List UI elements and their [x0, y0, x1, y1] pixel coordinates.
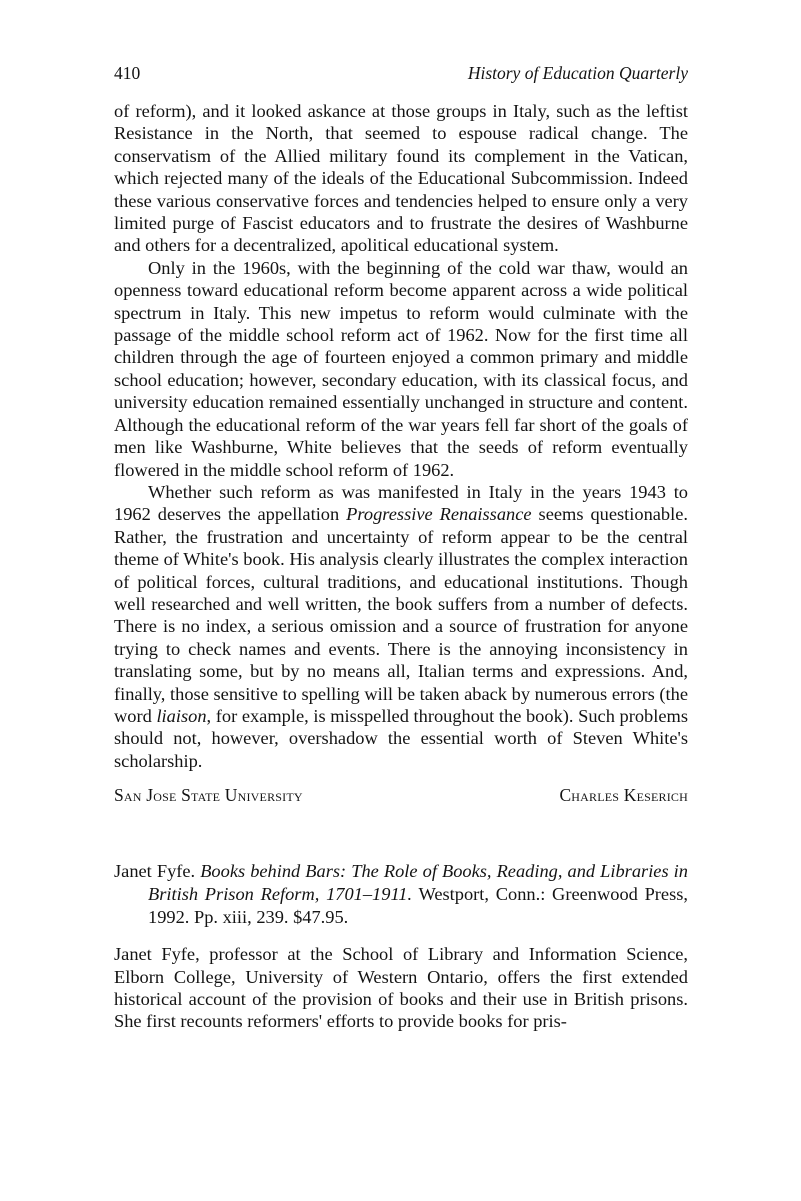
review1-paragraph-3: [114, 481, 688, 772]
review2-paragraph-1: Janet Fyfe, professor at the School of Library and Information Science, Elborn College, University of Western Ontario, offers the first extended historical account of the provision of books and their use in British prisons. She first recounts reformers' efforts to provide books for pris-: [114, 944, 688, 1032]
review1-italic-word: liaison: [156, 705, 207, 726]
review2-citation: [114, 860, 688, 929]
review2-publication: Westport, Conn.: Greenwood Press, 1992. Pp. xiii, 239. $47.95.: [148, 884, 688, 928]
review2-author: Janet Fyfe.: [114, 861, 201, 882]
running-head: [114, 62, 688, 84]
review1-paragraph-1: of reform), and it looked askance at those groups in Italy, such as the leftist Resistance in the North, that seemed to espouse radical change. The conservatism of the Allied military found its complement in the Vatican, which rejected many of the ideals of the Educational Subcommission. Indeed these various conservative forces and tendencies helped to ensure only a very limited purge of Fascist educators and to frustrate the desires of Washburne and others for a decentralized, apolitical educational system.: [114, 101, 688, 256]
review-signature: [114, 784, 688, 806]
review-body: [114, 100, 688, 772]
journal-page: [114, 62, 688, 1033]
review1-italic-title: Progressive Renaissance: [346, 504, 532, 525]
journal-title: History of Education Quarterly: [467, 63, 688, 83]
review2-body: [114, 943, 688, 1033]
review1-paragraph-2: Only in the 1960s, with the beginning of the cold war thaw, would an openness toward educational reform become apparent across a wide political spectrum in Italy. This new impetus to reform would culminate with the passage of the middle school reform act of 1962. Now for the first time all children through the age of fourteen enjoyed a common primary and middle school education; however, secondary education, with its classical focus, and university education remained essentially unchanged in structure and content. Although the educational reform of the war years fell far short of the goals of men like Washburne, White believes that the seeds of reform eventually flowered in the middle school reform of 1962.: [114, 257, 688, 480]
reviewer-name: Charles Keserich: [559, 785, 688, 806]
page-number: 410: [114, 63, 141, 83]
review1-paragraph-3-text-a: Whether such reform as was manifested in Italy in the years 1943 to 1962 deserves the appellation: [114, 481, 688, 525]
review2-book-title: Books behind Bars: The Role of Books, Reading, and Libraries in British Prison Reform, 1701–1911.: [148, 861, 688, 905]
reviewer-affiliation: San Jose State University: [114, 785, 303, 806]
review1-paragraph-3-text-c: , for example, is misspelled throughout the book). Such problems should not, however, overshadow the essential worth of Steven White's scholarship.: [114, 705, 688, 771]
review1-paragraph-3-text-b: seems questionable. Rather, the frustration and uncertainty of reform appear to be the central theme of White's book. His analysis clearly illustrates the complex interaction of political forces, cultural traditions, and educational institutions. Though well researched and well written, the book suffers from a number of defects. There is no index, a serious omission and a source of frustration for anyone trying to check names and events. There is the annoying inconsistency in translating some, but by no means all, Italian terms and expressions. And, finally, those sensitive to spelling will be taken aback by numerous errors (the word: [114, 504, 688, 726]
